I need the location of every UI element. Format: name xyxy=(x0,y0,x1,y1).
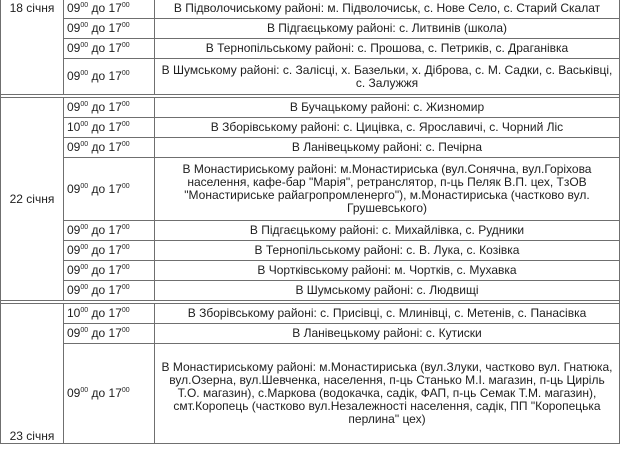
date-cell xyxy=(1,98,64,301)
time-cell: $09^{00}$ до $17^{00}$ xyxy=(64,59,155,95)
table-row xyxy=(1,281,620,301)
time-cell: $09^{00}$ до $17^{00}$ xyxy=(64,221,155,241)
time-cell: $09^{00}$ до $17^{00}$ xyxy=(64,158,155,221)
time-cell: $09^{00}$ до $17^{00}$ xyxy=(64,19,155,39)
location-cell: В Тернопільському районі: с. Прошова, с. Петриків, с. Драганівка xyxy=(155,39,620,59)
table-row xyxy=(1,138,620,158)
table-row xyxy=(1,0,620,19)
table-row xyxy=(1,19,620,39)
date-cell xyxy=(1,304,64,444)
location-cell: В Бучацькому районі: с. Жизномир xyxy=(155,98,620,118)
table-row xyxy=(1,344,620,444)
date-label: 18 січня xyxy=(9,1,55,15)
time-cell: $09^{00}$ до $17^{00}$ xyxy=(64,98,155,118)
table-row xyxy=(1,221,620,241)
location-cell: В Монастириському районі: м.Монастириська (вул.Сонячна, вул.Горіхова населення, кафе-бар "Марія", ретранслятор, п-ць Пеляк В.П. цех, ТзОВ "Монастириське райагропромленерго"), м.Монастириська (частково вул. Грушевського) xyxy=(155,158,620,221)
location-cell: В Ланівецькому районі: с. Кутиски xyxy=(155,324,620,344)
time-cell: $09^{00}$ до $17^{00}$ xyxy=(64,39,155,59)
date-label: 23 січня xyxy=(9,429,55,443)
time-cell: $09^{00}$ до $17^{00}$ xyxy=(64,0,155,19)
table-row xyxy=(1,118,620,138)
location-cell: В Шумському районі: с. Залісці, х. Базельки, х. Діброва, с. М. Садки, с. Васьківці, с. Залужжя xyxy=(155,59,620,95)
time-cell: $09^{00}$ до $17^{00}$ xyxy=(64,241,155,261)
location-cell: В Тернопільському районі: с. В. Лука, с. Козівка xyxy=(155,241,620,261)
location-cell: В Зборівському районі: с. Присівці, с. Млинівці, с. Метенів, с. Панасівка xyxy=(155,304,620,324)
table-row xyxy=(1,324,620,344)
time-cell: $10^{00}$ до $17^{00}$ xyxy=(64,304,155,324)
location-cell: В Підгаєцькому районі: с. Михайлівка, с. Рудники xyxy=(155,221,620,241)
table-row xyxy=(1,241,620,261)
table-row xyxy=(1,158,620,221)
location-cell: В Підгаєцькому районі: с. Литвинів (школа) xyxy=(155,19,620,39)
location-cell: В Зборівському районі: с. Цицівка, с. Ярославичі, с. Чорний Ліс xyxy=(155,118,620,138)
time-cell: $09^{00}$ до $17^{00}$ xyxy=(64,344,155,444)
time-cell: $09^{00}$ до $17^{00}$ xyxy=(64,261,155,281)
time-cell: $09^{00}$ до $17^{00}$ xyxy=(64,138,155,158)
table-row xyxy=(1,261,620,281)
table-row xyxy=(1,98,620,118)
location-cell: В Підволочиському районі: м. Підволочиськ, с. Нове Село, с. Старий Скалат xyxy=(155,0,620,19)
time-cell: $09^{00}$ до $17^{00}$ xyxy=(64,324,155,344)
date-label: 22 січня xyxy=(9,191,55,206)
location-cell: В Чортківському районі: м. Чортків, с. Мухавка xyxy=(155,261,620,281)
location-cell: В Ланівецькому районі: с. Печірна xyxy=(155,138,620,158)
time-cell: $09^{00}$ до $17^{00}$ xyxy=(64,281,155,301)
location-cell: В Шумському районі: с. Людвищі xyxy=(155,281,620,301)
time-cell: $10^{00}$ до $17^{00}$ xyxy=(64,118,155,138)
table-row xyxy=(1,304,620,324)
table-row xyxy=(1,39,620,59)
table-row xyxy=(1,59,620,95)
location-cell: В Монастириському районі: м.Монастириська (вул.Злуки, частково вул. Гнатюка, вул.Озерна, вул.Шевченка, населення, п-ць Станько М.І. магазин, п-ць Циріль Т.О. магазин), с.Маркова (водокачка, садік, ФАП, п-ць Семак Т.М. магазин), смт.Коропець (частково вул.Незалежності населення, садік, ПП "Коропецька перлина" цех) xyxy=(155,344,620,444)
date-cell xyxy=(1,0,64,95)
